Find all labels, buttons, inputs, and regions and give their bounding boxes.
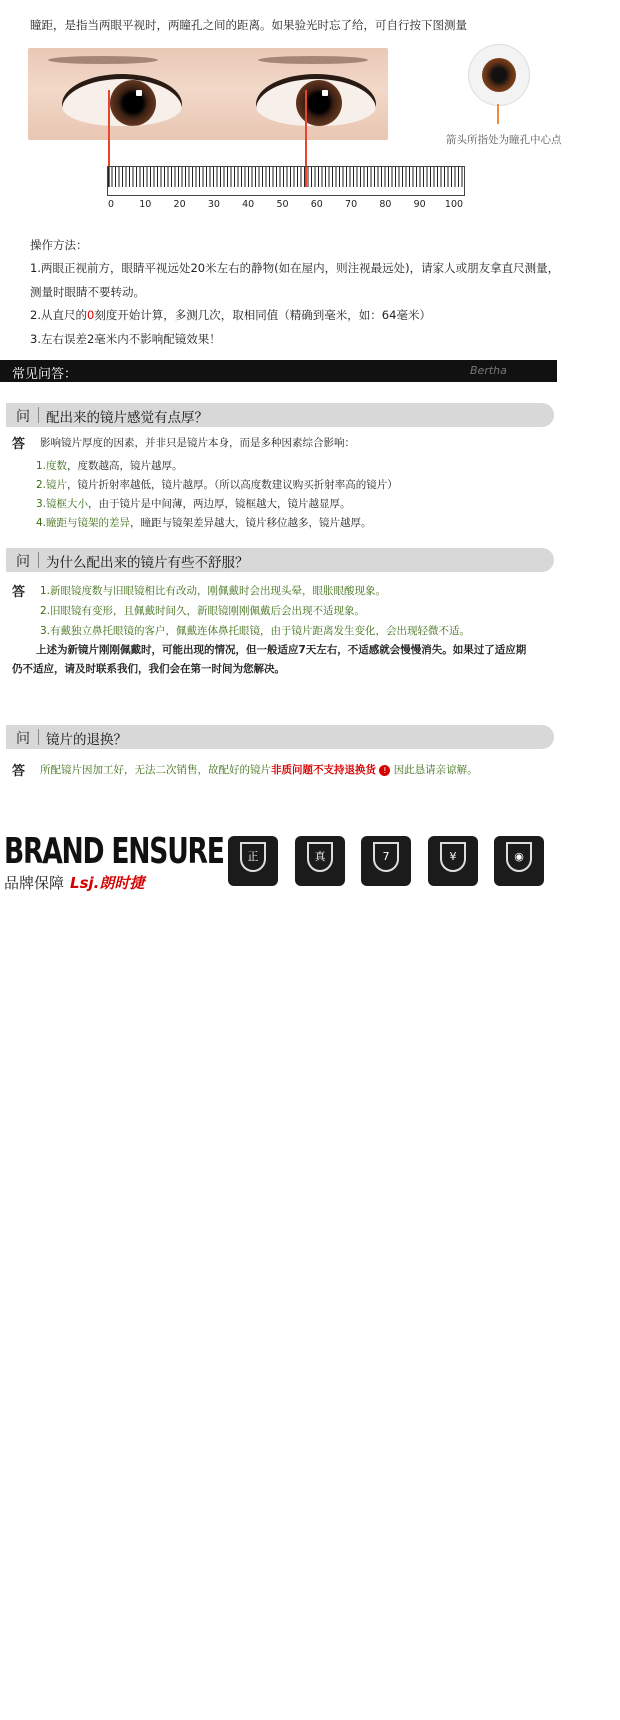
question-3: 镜片的退换？: [46, 732, 127, 748]
shield-icon: 正: [240, 842, 266, 872]
ops-line-3c: 刻度开始计算，多测几次，取相同值（精确到毫米，如：64毫米）: [94, 308, 431, 322]
shield-icon: 7: [373, 842, 399, 872]
question-2: 为什么配出来的镜片有些不舒服？: [46, 555, 249, 571]
iris-right: [296, 80, 342, 126]
glint-right: [322, 90, 328, 96]
arrow-icon: [497, 104, 499, 124]
badge-fake-compensate: 真 假一赔十: [295, 836, 345, 886]
faq-logo: Bertha: [470, 364, 507, 377]
q-mark: 问: [16, 409, 30, 425]
ruler-tick-label: 30: [207, 199, 220, 210]
answer-2-note-1: 上述为新镜片刚刚佩戴时，可能出现的情况，但一般适应7天左右，不适感就会慢慢消失。如果过了适应期: [36, 644, 527, 656]
answer-1-item: 1.度数，度数越高，镜片越厚。: [36, 460, 183, 472]
eye-left: [62, 74, 182, 126]
ops-line-2: 测量时眼睛不要转动。: [30, 285, 145, 299]
a-mark: 答: [12, 764, 26, 779]
ops-line-3a: 2.从直尺的: [30, 308, 87, 322]
q-divider: [38, 552, 39, 568]
answer-1-intro: 影响镜片厚度的因素，并非只是镜片本身，而是多种因素综合影响：: [40, 437, 355, 449]
ops-line-3: [30, 307, 431, 323]
answer-3: 所配镜片因加工好，无法二次销售，故配好的镜片非质问题不支持退换货 ! 因此恳请亲谅解。: [40, 764, 478, 776]
question-bar-3: [6, 725, 554, 749]
a-mark: 答: [12, 585, 26, 600]
ops-title: 操作方法：: [30, 238, 88, 252]
answer-1-item: 4.瞳距与镜架的差异，瞳距与镜架差异越大，镜片移位越多，镜片越厚。: [36, 517, 372, 529]
glint-left: [136, 90, 142, 96]
eye-right: [256, 74, 376, 126]
brand-logo: Lsj.朗时捷: [70, 874, 145, 892]
warning-icon: !: [379, 765, 390, 776]
ruler-tick-label: 0: [107, 199, 115, 210]
badge-points: ¥ 消费积分: [428, 836, 478, 886]
shield-icon: ¥: [440, 842, 466, 872]
answer-1-item: 3.镜框大小，由于镜片是中间薄，两边厚，镜框越大，镜片越显厚。: [36, 498, 351, 510]
question-bar-1: [6, 403, 554, 427]
q-mark: 问: [16, 731, 30, 747]
ruler-tick-label: 90: [413, 199, 426, 210]
ops-zero: 0: [86, 308, 95, 322]
ruler-tick-label: 70: [345, 199, 358, 210]
ruler-tick-label: 40: [242, 199, 255, 210]
q-divider: [38, 729, 39, 745]
eyes-photo: [28, 48, 388, 140]
brand-subtitle: 品牌保障 Lsj.朗时捷: [4, 874, 145, 892]
ruler: [107, 166, 465, 196]
pupil-zoom-icon: [468, 44, 530, 106]
iris-left: [110, 80, 156, 126]
answer-2-item: 2.旧眼镜有变形，且佩戴时间久，新眼镜刚刚佩戴后会出现不适现象。: [40, 605, 366, 617]
ruler-tick-label: 20: [173, 199, 186, 210]
ruler-tick-label: 10: [139, 199, 152, 210]
ruler-tick-label: 50: [276, 199, 289, 210]
zoom-caption: 箭头所指处为瞳孔中心点: [446, 134, 562, 146]
badge-seven-day: 7 七天退换: [361, 836, 411, 886]
brow-left: [48, 56, 158, 64]
brow-right: [258, 56, 368, 64]
ruler-tick-label: 80: [379, 199, 392, 210]
shield-icon: 真: [307, 842, 333, 872]
question-bar-2: [6, 548, 554, 572]
a-mark: 答: [12, 437, 26, 452]
badge-real-photo: ◉ 实物拍摄: [494, 836, 544, 886]
ruler-tick-label: 60: [310, 199, 323, 210]
brand-title: BRAND ENSURE: [4, 831, 224, 872]
badge-genuine: 正 正品保障: [228, 836, 278, 886]
q-divider: [38, 407, 39, 423]
q-mark: 问: [16, 554, 30, 570]
answer-2-item: 3.有戴独立鼻托眼镜的客户，佩戴连体鼻托眼镜，由于镜片距离发生变化，会出现轻微不适。: [40, 625, 471, 637]
ruler-tick-label: 100: [444, 199, 464, 210]
ops-line-4: 3.左右误差2毫米内不影响配镜效果！: [30, 332, 221, 346]
answer-2-note-2: 仍不适应，请及时联系我们，我们会在第一时间为您解决。: [12, 663, 285, 675]
intro-text: 瞳距，是指当两眼平视时，两瞳孔之间的距离。如果验光时忘了给，可自行按下图测量: [30, 18, 467, 32]
question-1: 配出来的镜片感觉有点厚？: [46, 410, 208, 426]
faq-title: 常见问答：: [12, 367, 78, 382]
camera-icon: ◉: [506, 842, 532, 872]
answer-2-item: 1.新眼镜度数与旧眼镜相比有改动，刚佩戴时会出现头晕，眼胀眼酸现象。: [40, 585, 387, 597]
answer-1-item: 2.镜片，镜片折射率越低，镜片越厚。（所以高度数建议购买折射率高的镜片）: [36, 479, 398, 491]
ops-line-1: 1.两眼正视前方，眼睛平视远处20米左右的静物(如在屋内，则注视最远处)，请家人或朋友拿直尺测量，: [30, 261, 560, 275]
